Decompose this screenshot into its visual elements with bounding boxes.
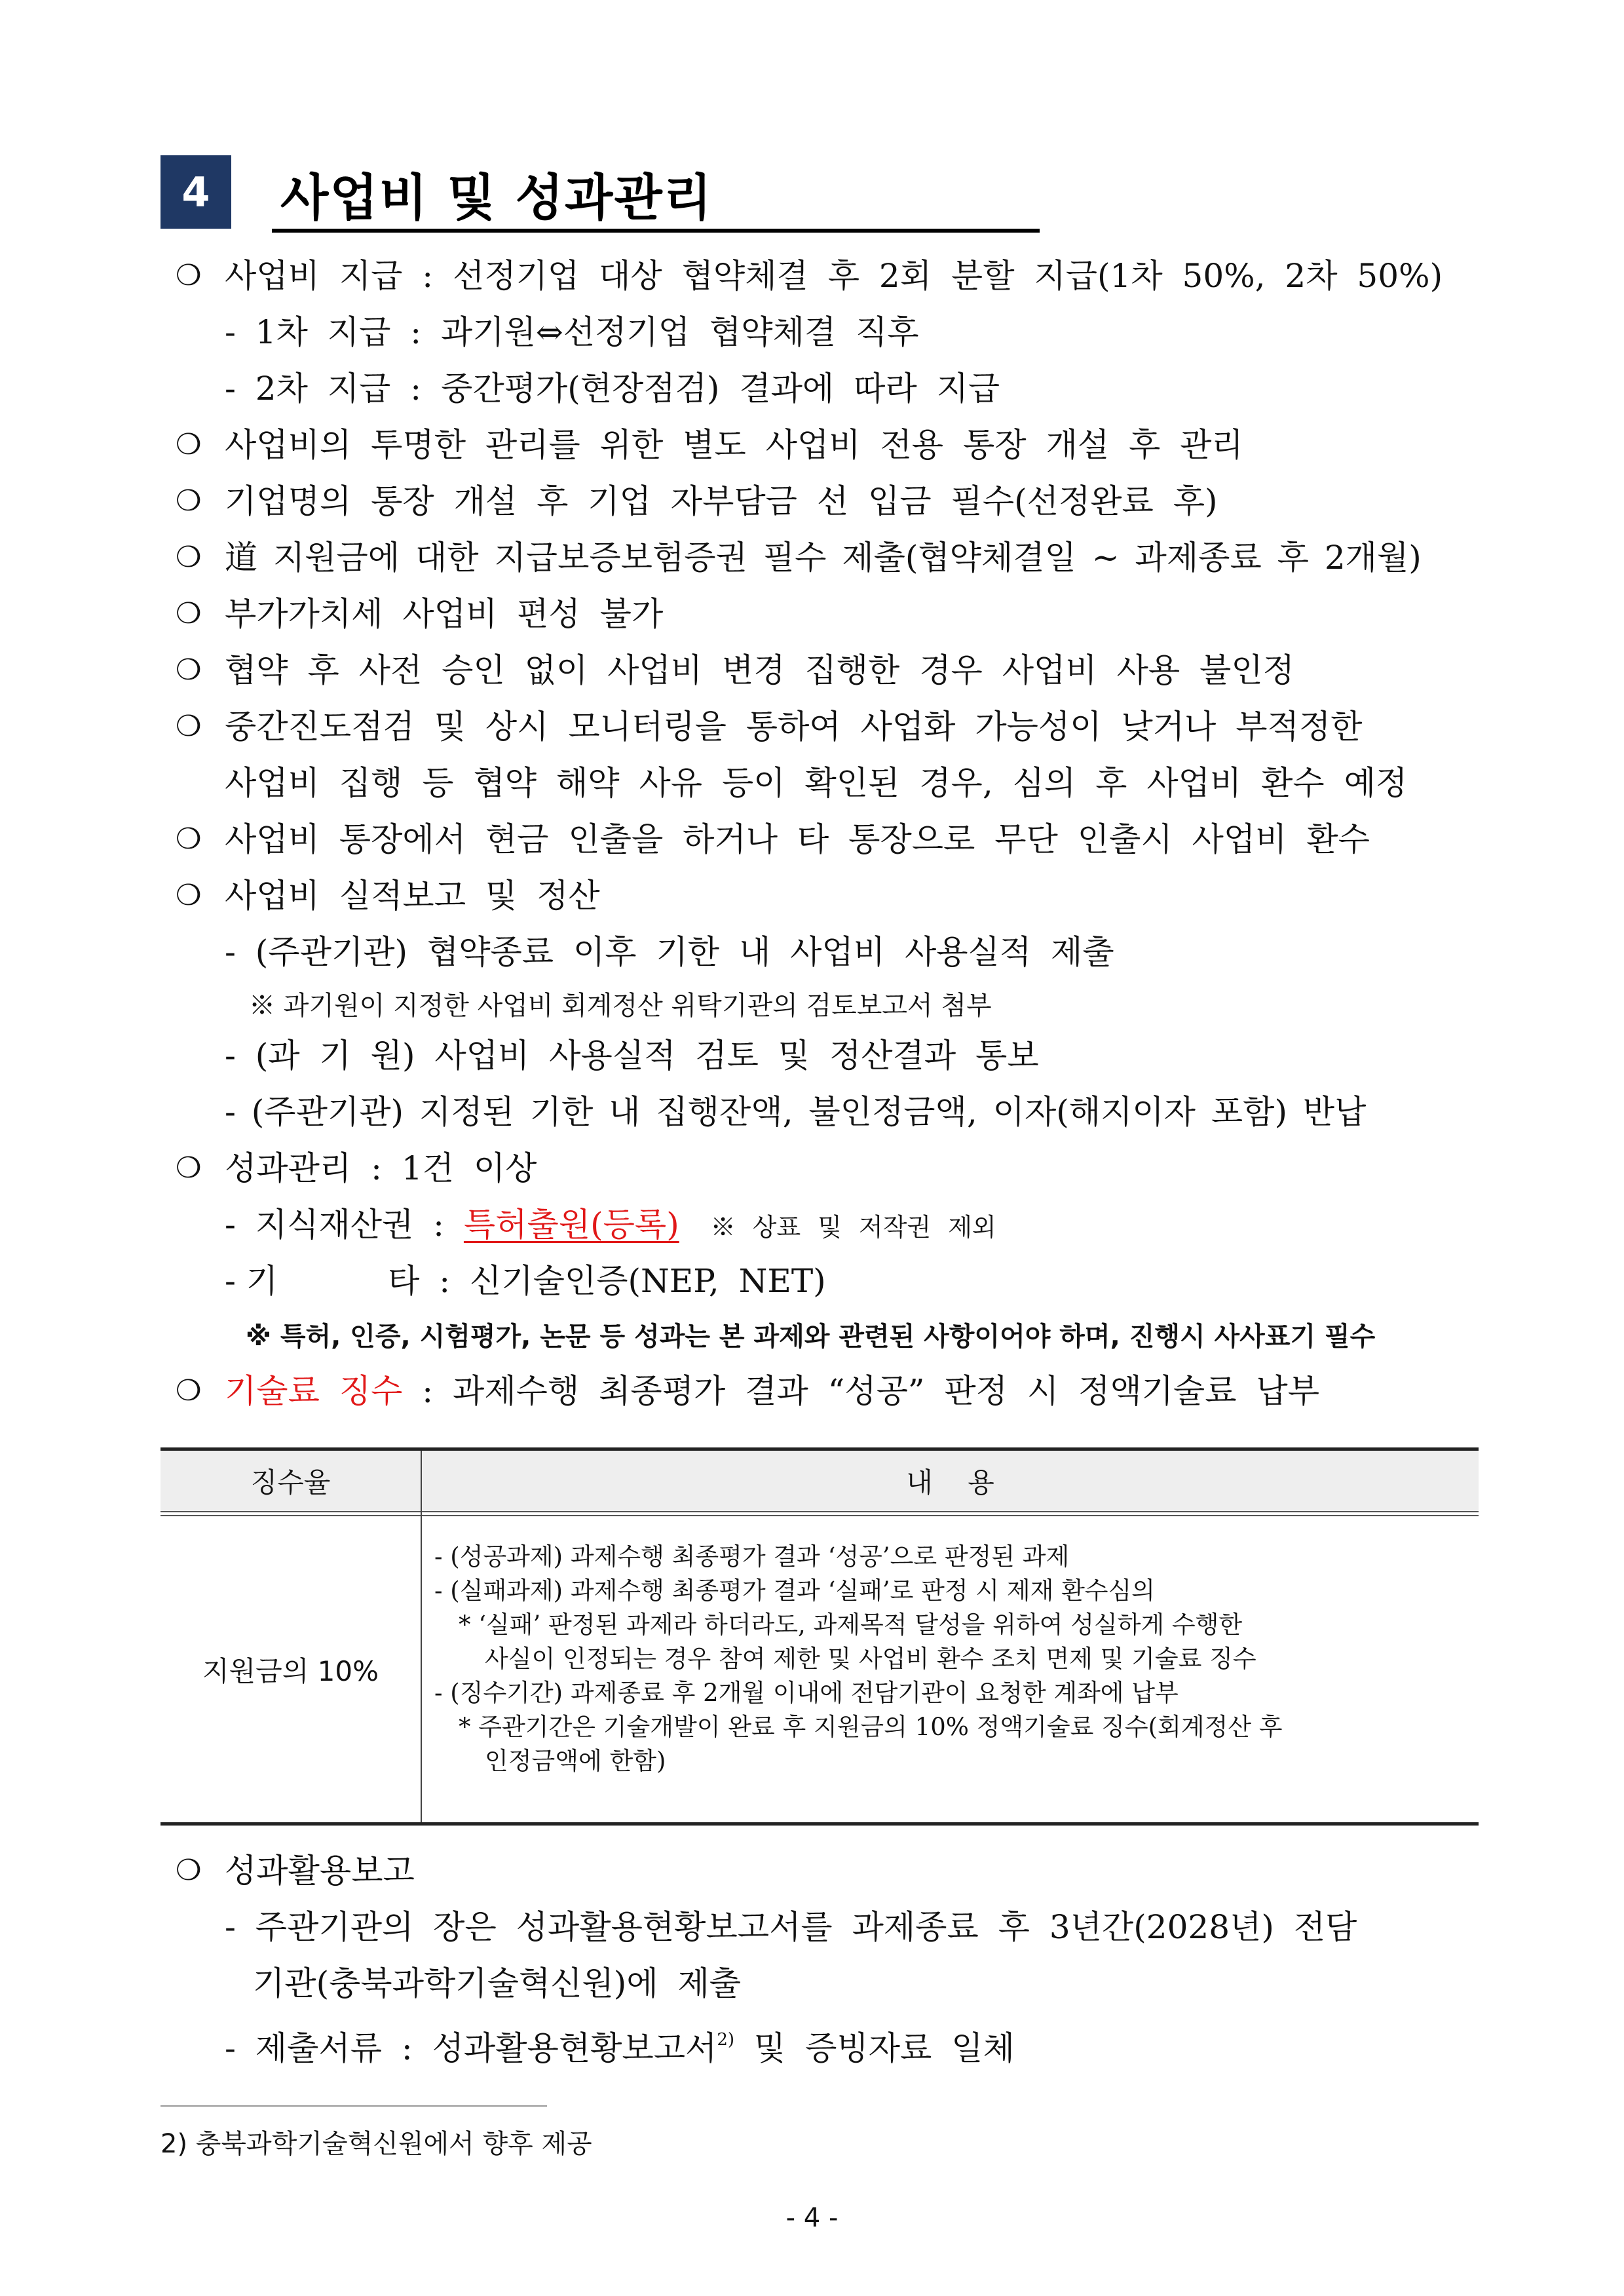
table-header-rate: 징수율	[250, 1466, 331, 1499]
text-line: 사업비의 투명한 관리를 위한 별도 사업비 전용 통장 개설 후 관리	[225, 426, 1243, 464]
ip-label: - 지식재산권 :	[225, 1206, 464, 1244]
footnote-divider	[161, 2105, 547, 2107]
text-line: 성과활용보고	[225, 1852, 415, 1890]
text-line: 사업비 통장에서 현금 인출을 하거나 타 통장으로 무단 인출시 사업비 환수	[225, 820, 1370, 858]
bullet-icon: ❍	[176, 879, 202, 912]
submit-text: - 제출서류 : 성과활용현황보고서	[225, 2029, 717, 2067]
text-line: 기관(충북과학기술혁신원)에 제출	[253, 1964, 742, 2002]
note-line: ※ 과기원이 지정한 사업비 회계정산 위탁기관의 검토보고서 첨부	[249, 991, 992, 1021]
section-title-underline	[272, 229, 1040, 233]
text-line: 사업비 집행 등 협약 해약 사유 등이 확인된 경우, 심의 후 사업비 환수 예정	[225, 764, 1408, 802]
text-line: 道 지원금에 대한 지급보증보험증권 필수 제출(협약체결일 ~ 과제종료 후 2개월)	[225, 539, 1422, 577]
patent-highlight: 특허출원(등록)	[463, 1206, 679, 1244]
table-content-line: - (실패과제) 과제수행 최종평가 결과 ‘실패’로 판정 시 제재 환수심의	[434, 1577, 1156, 1605]
bullet-icon: ❍	[176, 710, 202, 743]
table-header-content: 내 용	[906, 1466, 994, 1499]
text-line: 부가가치세 사업비 편성 불가	[225, 595, 664, 633]
bullet-icon: ❍	[176, 541, 202, 574]
bullet-icon: ❍	[176, 1151, 202, 1185]
text-line: 사업비 실적보고 및 정산	[225, 877, 600, 915]
other-label-a: - 기	[225, 1262, 278, 1300]
text-line: 사업비 지급 : 선정기업 대상 협약체결 후 2회 분할 지급(1차 50%, 2차 50%)	[225, 257, 1443, 295]
table-content-line: 인정금액에 한함)	[485, 1747, 666, 1775]
footnote-ref: 2)	[717, 2030, 735, 2050]
text-line: - 주관기관의 장은 성과활용현황보고서를 과제종료 후 3년간(2028년) 전담	[225, 1908, 1357, 1946]
submit-text-post: 및 증빙자료 일체	[734, 2029, 1015, 2067]
section-header	[161, 155, 1038, 234]
bullet-icon: ❍	[176, 259, 202, 292]
section-title: 사업비 및 성과관리	[280, 168, 713, 227]
text-line: 중간진도점검 및 상시 모니터링을 통하여 사업화 가능성이 낮거나 부적정한	[225, 708, 1363, 746]
royalty-table	[161, 1447, 1479, 1826]
footnote: 2) 충북과학기술혁신원에서 향후 제공	[161, 2129, 592, 2159]
bullet-icon: ❍	[176, 822, 202, 856]
table-content-line: * 주관기간은 기술개발이 완료 후 지원금의 10% 정액기술료 징수(회계정산 후	[459, 1713, 1283, 1741]
text-line: 성과관리 : 1건 이상	[225, 1149, 537, 1187]
text-line: - (주관기관) 협약종료 이후 기한 내 사업비 사용실적 제출	[225, 933, 1114, 971]
text-line: - (과 기 원) 사업비 사용실적 검토 및 정산결과 통보	[225, 1037, 1039, 1075]
bullet-icon: ❍	[176, 1854, 202, 1887]
royalty-text: : 과제수행 최종평가 결과 “성공” 판정 시 정액기술료 납부	[402, 1372, 1320, 1410]
text-line: - (주관기관) 지정된 기한 내 집행잔액, 불인정금액, 이자(해지이자 포함) 반납	[225, 1093, 1367, 1131]
bullet-icon: ❍	[176, 428, 202, 461]
ip-note: ※ 상표 및 저작권 제외	[710, 1213, 996, 1242]
text-line: 기업명의 통장 개설 후 기업 자부담금 선 입금 필수(선정완료 후)	[225, 482, 1218, 520]
section-number-badge: 4	[161, 155, 231, 229]
table-content-line: 사실이 인정되는 경우 참여 제한 및 사업비 환수 조치 면제 및 기술료 징수	[485, 1645, 1256, 1673]
text-line: - 1차 지급 : 과기원⇔선정기업 협약체결 직후	[225, 313, 919, 351]
bullet-icon: ❍	[176, 653, 202, 687]
text-line: - 2차 지급 : 중간평가(현장점검) 결과에 따라 지급	[225, 370, 1000, 408]
bullet-icon: ❍	[176, 484, 202, 518]
other-label-b: 타 : 신기술인증(NEP, NET)	[388, 1262, 826, 1300]
bold-note-line: ※ 특허, 인증, 시험평가, 논문 등 성과는 본 과제와 관련된 사항이어야 하며, 진행시 사사표기 필수	[246, 1322, 1376, 1352]
table-content-line: - (징수기간) 과제종료 후 2개월 이내에 전담기관이 요청한 계좌에 납부	[434, 1679, 1179, 1707]
table-cell-rate: 지원금의 10%	[202, 1655, 379, 1687]
royalty-highlight: 기술료 징수	[225, 1372, 403, 1410]
bullet-icon: ❍	[176, 1374, 202, 1407]
text-line-ip	[225, 1205, 996, 1247]
table-content-line: * ‘실패’ 판정된 과제라 하더라도, 과제목적 달성을 위하여 성실하게 수행한	[459, 1611, 1243, 1639]
text-line-other	[225, 1261, 826, 1301]
table-content-line: - (성공과제) 과제수행 최종평가 결과 ‘성공’으로 판정된 과제	[434, 1542, 1070, 1571]
bullet-icon: ❍	[176, 597, 202, 630]
text-line-submit	[225, 2020, 1015, 2068]
text-line: 협약 후 사전 승인 없이 사업비 변경 집행한 경우 사업비 사용 불인정	[225, 651, 1294, 689]
text-line-royalty	[225, 1371, 1319, 1411]
page-number: - 4 -	[785, 2203, 839, 2233]
